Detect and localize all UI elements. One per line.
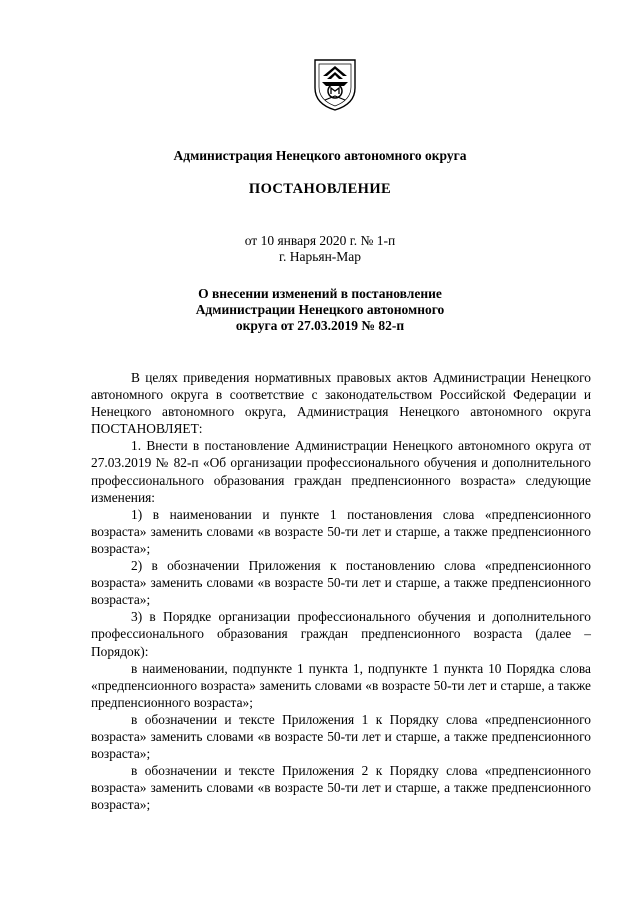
subject-line-3: округа от 27.03.2019 № 82-п <box>235 318 405 333</box>
paragraph-appendix-2: в обозначении и тексте Приложения 2 к Порядку слова «предпенсионного возраста» заменить словами «в возрасте 50-ти лет и старше, а также предпенсионного возраста»; <box>91 763 591 813</box>
paragraph-subitem-1: 1) в наименовании и пункте 1 постановления слова «предпенсионного возраста» заменить словами «в возрасте 50-ти лет и старше, а также предпенсионного возраста»; <box>91 506 591 556</box>
paragraph-appendix-1: в обозначении и тексте Приложения 1 к Порядку слова «предпенсионного возраста» заменить словами «в возрасте 50-ти лет и старше, а также предпенсионного возраста»; <box>91 711 591 762</box>
organization-name: Администрация Ненецкого автономного округа <box>173 148 467 163</box>
document-body <box>91 369 591 813</box>
paragraph-preamble: В целях приведения нормативных правовых актов Администрации Ненецкого автономного округа в соответствие с законодательством Российской Федерации и Ненецкого автономного округа, Администрация Ненецкого автономного округа ПОСТАНОВЛЯЕТ: <box>91 370 591 437</box>
paragraph-subitem-3: 3) в Порядке организации профессионального обучения и дополнительного профессионального образования граждан предпенсионного возраста (далее – Порядок): <box>91 609 591 659</box>
nenets-okrug-coat-of-arms-icon <box>313 58 357 112</box>
date-number: от 10 января 2020 г. № 1-п <box>244 233 396 248</box>
paragraph-item-1: 1. Внести в постановление Администрации Ненецкого автономного округа от 27.03.2019 № 82-п «Об организации профессионального обучения и дополнительного профессионального образования граждан предпенсионного возраста» следующие изменения: <box>91 438 591 505</box>
subject-line-1: О внесении изменений в постановление <box>198 286 442 301</box>
city: г. Нарьян-Мар <box>278 249 362 264</box>
document-subject <box>0 286 640 334</box>
paragraph-procedure-naming: в наименовании, подпункте 1 пункта 1, подпункте 1 пункта 10 Порядка слова «предпенсионного возраста» заменить словами «в возрасте 50-ти лет и старше, а также предпенсионного возраста»; <box>91 660 591 710</box>
document-meta <box>0 233 640 265</box>
document-type: ПОСТАНОВЛЕНИЕ <box>248 181 392 197</box>
paragraph-subitem-2: 2) в обозначении Приложения к постановлению слова «предпенсионного возраста» заменить словами «в возрасте 50-ти лет и старше, а также предпенсионного возраста»; <box>91 558 591 608</box>
subject-line-2: Администрации Ненецкого автономного <box>195 302 445 317</box>
